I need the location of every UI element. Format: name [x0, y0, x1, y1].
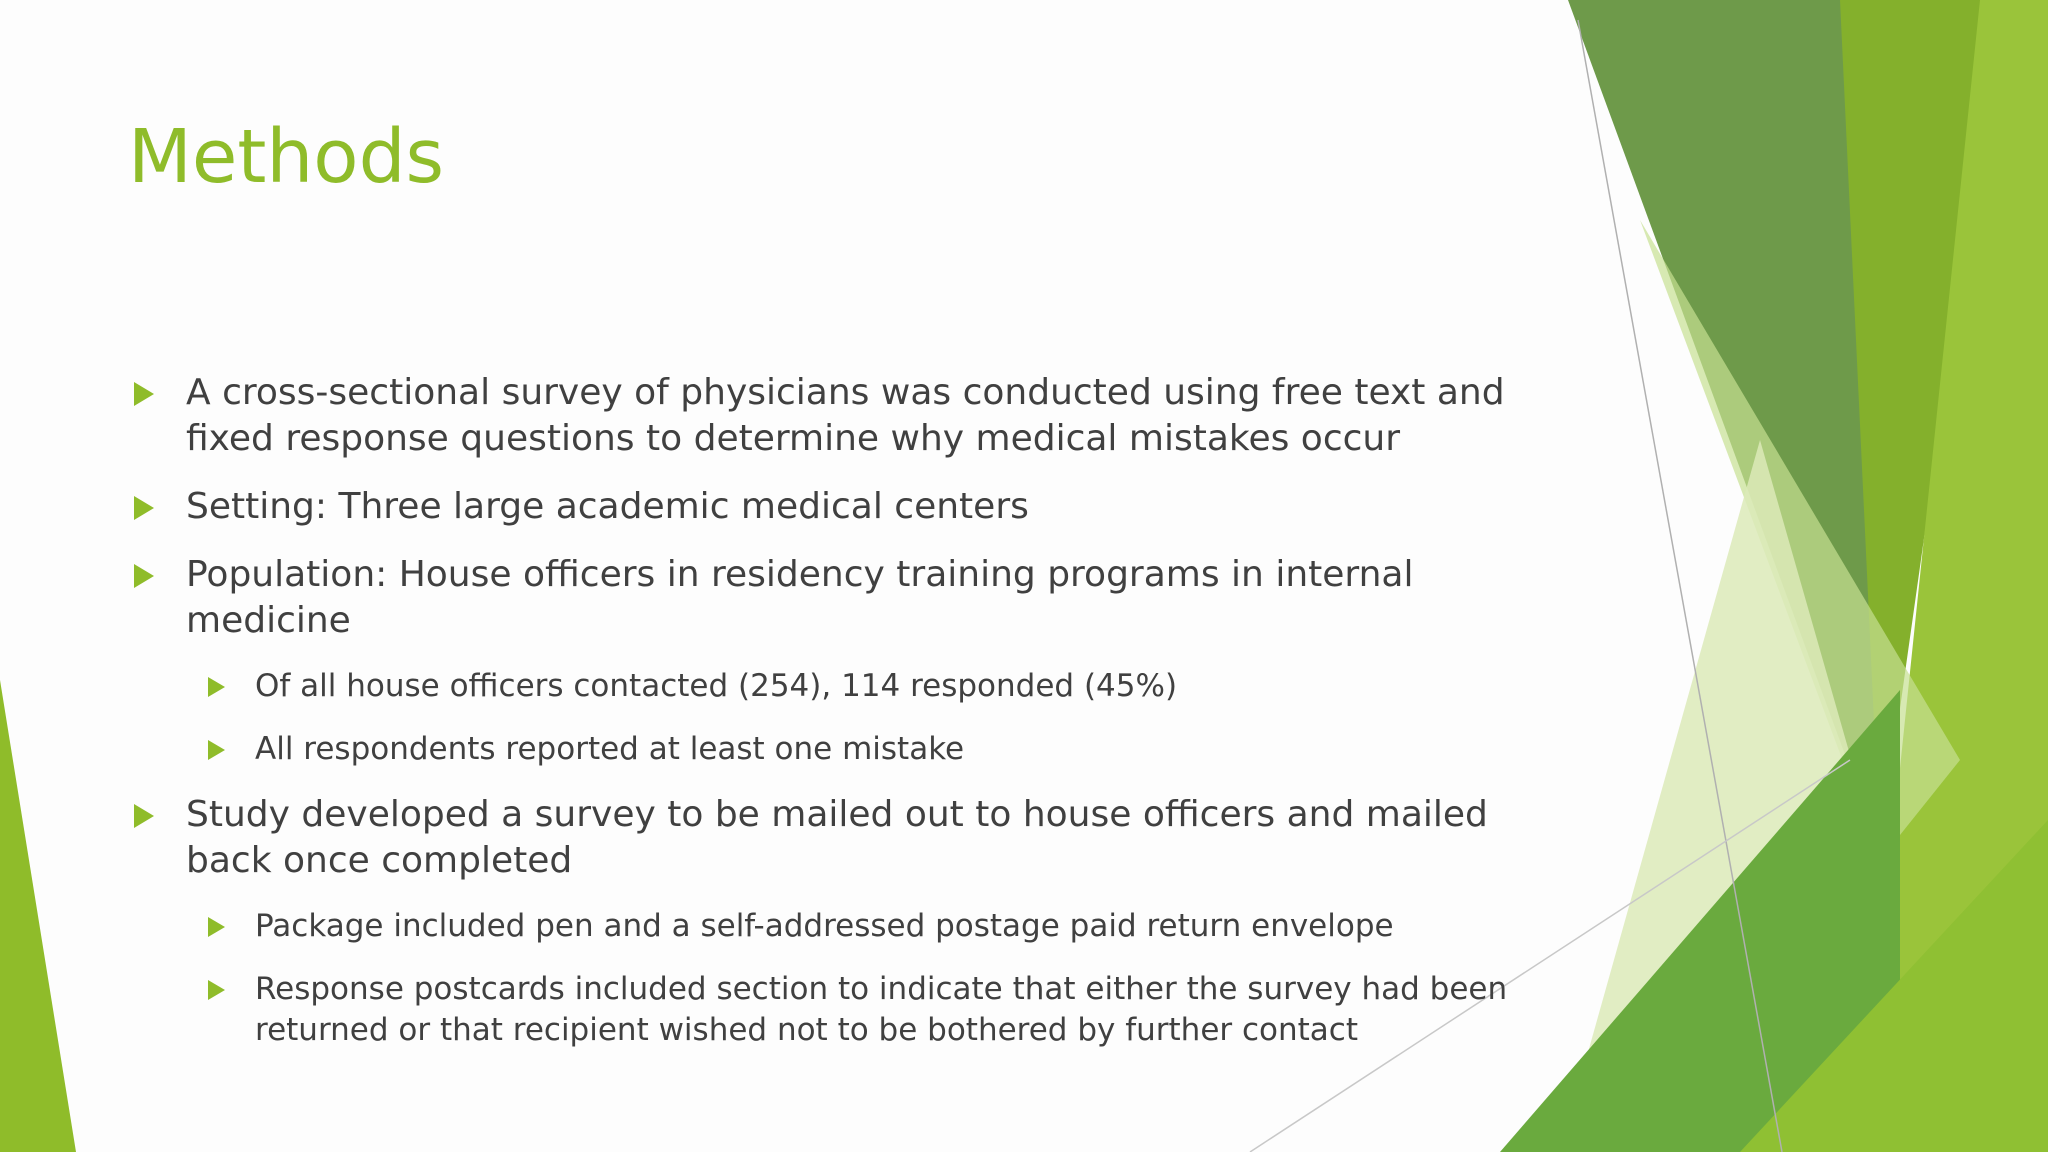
triangle-bullet-icon	[208, 980, 225, 1000]
bullet-item	[128, 484, 1548, 530]
bullet-text: Setting: Three large academic medical centers	[186, 486, 1029, 527]
triangle-bullet-icon	[134, 382, 154, 406]
sub-bullet-item	[208, 666, 1548, 707]
bullet-item	[128, 792, 1548, 884]
sub-bullet-item	[208, 729, 1548, 770]
bullet-text: Of all house officers contacted (254), 114 responded (45%)	[255, 668, 1178, 704]
bullet-item	[128, 370, 1548, 462]
bullet-text: A cross-sectional survey of physicians was conducted using free text and fixed response questions to determine why medical mistakes occur	[186, 372, 1505, 459]
triangle-bullet-icon	[134, 804, 154, 828]
slide-title: Methods	[128, 114, 445, 200]
bullet-text: Study developed a survey to be mailed out to house officers and mailed back once completed	[186, 794, 1488, 881]
bullet-text: All respondents reported at least one mistake	[255, 731, 965, 767]
triangle-bullet-icon	[208, 917, 225, 937]
sub-bullet-item	[208, 906, 1548, 947]
bullet-text: Package included pen and a self-addressed postage paid return envelope	[255, 908, 1394, 944]
left-accent-shape	[0, 680, 76, 1152]
triangle-bullet-icon	[208, 740, 225, 760]
triangle-bullet-icon	[134, 496, 154, 520]
bullet-list	[128, 370, 1548, 1073]
bullet-item	[128, 552, 1548, 644]
triangle-bullet-icon	[208, 677, 225, 697]
bullet-text: Response postcards included section to indicate that either the survey had been returned or that recipient wished not to be bothered by further contact	[255, 971, 1508, 1048]
triangle-bullet-icon	[134, 564, 154, 588]
bullet-text: Population: House officers in residency training programs in internal medicine	[186, 554, 1414, 641]
sub-bullet-item	[208, 969, 1548, 1051]
